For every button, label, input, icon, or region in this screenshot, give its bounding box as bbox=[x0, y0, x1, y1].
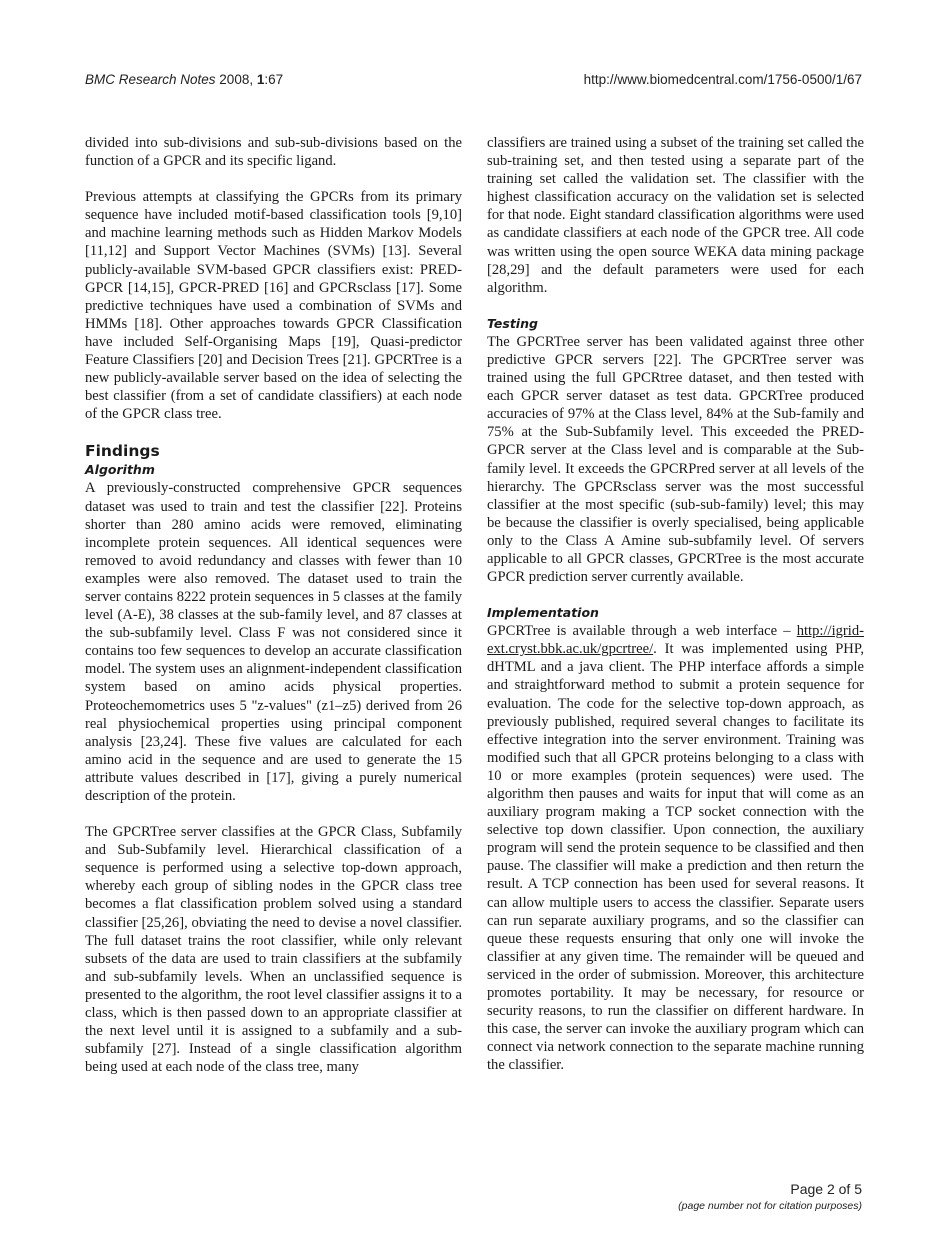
paragraph: classifiers are trained using a subset of the training set called the sub-training set, and then tested using a separate part of the training set called the validation set. The classifier with the highest classification accuracy on the validation set is selected for that node. Eight standard classification algorithms were used as candidate classifiers at each node of the GPCR tree. All code was written using the open source WEKA data mining package [28,29] and the default parameters were used for each algorithm. bbox=[487, 135, 864, 296]
paragraph: Previous attempts at classifying the GPCRs from its primary sequence have included motif-based classification tools [9,10] and machine learning methods such as Hidden Markov Models [11,12] and Support Vector Machines (SVMs) [13]. Several publicly-available SVM-based GPCR classifiers exist: PRED-GPCR [14,15], GPCR-PRED [16] and GPCRsclass [17]. Some predictive techniques have used a combination of SVMs and HMMs [18]. Other approaches towards GPCR Classification have included Self-Organising Maps [19], Quasi-predictor Feature Classifiers [20] and Decision Trees [21]. GPCRTree is a new publicly-available server based on the idea of selecting the best classifier (from a set of candidate classifiers) at each node of the GPCR class tree. bbox=[85, 189, 462, 423]
citation-note: (page number not for citation purposes) bbox=[678, 1200, 862, 1212]
paragraph: A previously-constructed comprehensive GPCR sequences dataset was used to train and test the classifier [22]. Proteins shorter than 280 amino acids were removed, eliminating incomplete protein sequences. All identical sequences were removed to avoid redundancy and classes with fewer than 10 examples were also removed. The dataset used to train the server contains 8222 protein sequences in 5 classes at the family level (A-E), 38 classes at the sub-family level, and 87 classes at the sub-subfamily level. Class F was not considered since it contains too few sequences to develop an accurate classification model. The system uses an alignment-independent classification system based on amino acids physical properties. Proteochemometrics uses 5 "z-values" (z1–z5) derived from 26 real physiochemical properties using principal component analysis [23,24]. These five values are calculated for each amino acid in the sequence and are used to generate the 15 attribute values described in [17], giving a purely numerical description of the protein. bbox=[85, 480, 462, 804]
paragraph: divided into sub-divisions and sub-sub-divisions based on the function of a GPCR and its specific ligand. bbox=[85, 135, 462, 170]
running-header bbox=[85, 72, 862, 92]
text: GPCRTree is available through a web interface – bbox=[487, 623, 797, 640]
section-heading-findings: Findings bbox=[85, 442, 160, 461]
page-number: Page 2 of 5 bbox=[790, 1181, 862, 1197]
paragraph: The GPCRTree server has been validated against three other predictive GPCR servers [22]. The GPCRTree server was trained using the full GPCRtree dataset, and then tested with each GPCR server dataset as test data. GPCRTree produced accuracies of 97% at the Class level, 84% at the Sub-family and 75% at the Sub-Subfamily level. This exceeded the PRED-GPCR server at the Class level and is comparable at the Sub-family level. It exceeds the GPCRPred server at all levels of the hierarchy. The GPCRsclass server was the most successful classifier at the most specific (sub-sub-family) level; this may be because the classifier is overly specialised, being applicable only to the Class A Amine sub-subfamily level. Of servers applicable to all GPCR classes, GPCRTree is the most accurate GPCR prediction server currently available. bbox=[487, 333, 864, 586]
right-column bbox=[487, 134, 864, 1093]
journal-article: :67 bbox=[264, 72, 284, 87]
article-url: http://www.biomedcentral.com/1756-0500/1/67 bbox=[583, 72, 862, 87]
subsection-heading-testing: Testing bbox=[487, 315, 538, 331]
journal-citation bbox=[85, 72, 283, 87]
page-footer bbox=[678, 1180, 862, 1214]
journal-year: 2008, bbox=[215, 72, 257, 87]
paragraph: The GPCRTree server classifies at the GPCR Class, Subfamily and Sub-Subfamily level. Hierarchical classification of a sequence is performed using a selective top-down approach, whereby each group of sibling nodes in the GPCR class tree becomes a flat classification problem solved using a standard classifier [25,26], obviating the need to devise a novel classifier. The full dataset trains the root classifier, while only relevant subsets of the data are used to train classifiers at the subfamily and sub-subfamily levels. When an unclassified sequence is presented to the algorithm, the root level classifier assigns it to a class, which is then passed down to an appropriate classifier at the next level until it is assigned to a subfamily and a sub-subfamily [27]. Instead of a single classification algorithm being used at each node of the class tree, many bbox=[85, 824, 462, 1076]
subsection-heading-implementation: Implementation bbox=[487, 605, 599, 621]
journal-volume: 1 bbox=[256, 72, 265, 87]
text: . It was implemented using PHP, dHTML and a java client. The PHP interface affords a simple and straightforward method to submit a protein sequence for evaluation. The code for the selective top-down approach, as previously published, required several changes to facilitate its effective integration into the server environment. Training was modified such that all GPCR proteins belonging to a class with 10 or more examples (protein sequences) were used. The algorithm then pauses and waits for input that will come as an auxiliary program making a TCP socket connection with the selective top down classifier. Upon connection, the auxiliary program will send the protein sequence to be classified and then pause. The classifier will make a prediction and then return the result. A TCP connection has been used for several reasons. It can allow multiple users to access the classifier. Separate users can run separate auxiliary programs, and so the classifier can queue these requests ensuring that only one will invoke the classifier at any given time. The remainder will be queued and serviced in the order of submission. Moreover, this architecture promotes portability. It may be necessary, for resource or security reasons, to run the classifier on different hardware. In this case, the server can invoke the auxiliary program which can connect via network connection to the separate machine running the classifier. bbox=[487, 641, 864, 1074]
subsection-heading-algorithm: Algorithm bbox=[85, 462, 155, 478]
left-column bbox=[85, 134, 462, 1094]
paragraph bbox=[487, 622, 864, 1074]
gpcrtree-url-link[interactable]: http://igrid-ext.cryst.bbk.ac.uk/gpcrtree/ bbox=[487, 623, 864, 658]
journal-name: BMC Research Notes bbox=[85, 72, 216, 87]
